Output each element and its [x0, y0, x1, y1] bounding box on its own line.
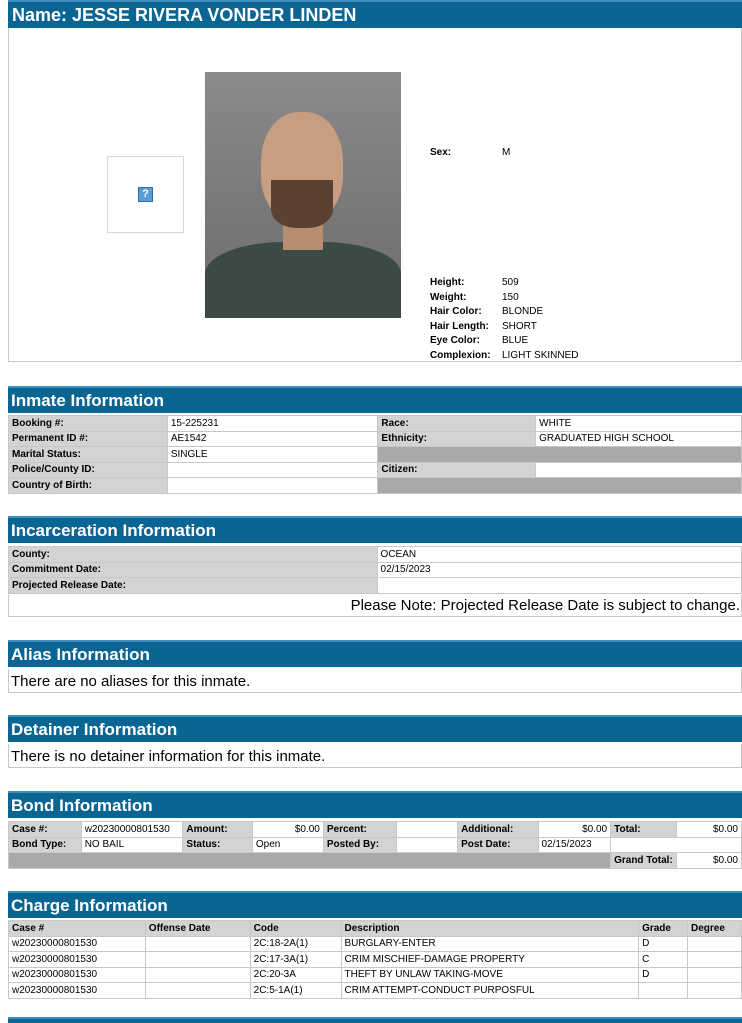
- total-label: Total:: [611, 822, 677, 838]
- booking-label: Booking #:: [9, 416, 168, 432]
- total-value: $0.00: [676, 822, 741, 838]
- charge-case: w20230000801530: [9, 983, 146, 999]
- marital-status-value: SINGLE: [167, 447, 378, 463]
- table-row: [9, 983, 742, 999]
- alias-info-header: Alias Information: [8, 640, 742, 667]
- post-date-label: Post Date:: [458, 837, 538, 853]
- bond-case-value: w20230000801530: [81, 822, 183, 838]
- charge-grade: [639, 983, 688, 999]
- alias-message: There are no aliases for this inmate.: [11, 673, 251, 690]
- table-row: [9, 822, 742, 838]
- sex-label: Sex:: [430, 147, 452, 158]
- table-header-row: [9, 921, 742, 937]
- filler-cell: [378, 478, 742, 494]
- physical-details: [430, 276, 579, 363]
- weight-label: Weight:: [430, 291, 467, 303]
- incarceration-info-header: Incarceration Information: [8, 516, 742, 543]
- projected-release-label: Projected Release Date:: [9, 578, 378, 594]
- charge-code: 2C:5-1A(1): [250, 983, 341, 999]
- charge-offense-date: [145, 952, 250, 968]
- table-row: [9, 431, 742, 447]
- marital-status-label: Marital Status:: [9, 447, 168, 463]
- mugshot-beard: [271, 180, 333, 228]
- table-row: [9, 853, 742, 869]
- charge-grade: D: [639, 936, 688, 952]
- charge-description: CRIM MISCHIEF-DAMAGE PROPERTY: [341, 952, 639, 968]
- posted-by-label: Posted By:: [323, 837, 397, 853]
- mugshot-photo: [205, 72, 401, 318]
- permanent-id-value: AE1542: [167, 431, 378, 447]
- inmate-info-header: Inmate Information: [8, 386, 742, 413]
- eye-color-label: Eye Color:: [430, 335, 481, 346]
- commitment-date-value: 02/15/2023: [377, 562, 741, 578]
- table-row: [9, 478, 742, 494]
- bond-case-label: Case #:: [9, 822, 82, 838]
- release-note: Please Note: Projected Release Date is subject to change.: [350, 597, 740, 614]
- column-header: Code: [250, 921, 341, 937]
- height-value: 509: [502, 277, 519, 288]
- bond-type-label: Bond Type:: [9, 837, 82, 853]
- bond-type-value: NO BAIL: [81, 837, 183, 853]
- charge-case: w20230000801530: [9, 952, 146, 968]
- police-county-id-value: [167, 462, 378, 478]
- charge-info-table: [8, 920, 742, 999]
- status-label: Status:: [183, 837, 252, 853]
- hair-length-value: SHORT: [502, 320, 537, 332]
- column-header: Offense Date: [145, 921, 250, 937]
- filler-cell: [611, 837, 742, 853]
- column-header: Grade: [639, 921, 688, 937]
- bond-info-header: Bond Information: [8, 791, 742, 818]
- country-of-birth-value: [167, 478, 378, 494]
- next-section-header: [8, 1017, 742, 1023]
- grand-total-value: $0.00: [676, 853, 741, 869]
- charge-degree: [688, 967, 742, 983]
- charge-description: CRIM ATTEMPT-CONDUCT PURPOSFUL: [341, 983, 639, 999]
- inmate-info-table: [8, 415, 742, 494]
- filler-cell: [378, 447, 742, 463]
- inmate-name-header: Name: JESSE RIVERA VONDER LINDEN: [8, 0, 742, 28]
- charge-degree: [688, 936, 742, 952]
- charge-offense-date: [145, 983, 250, 999]
- booking-value: 15-225231: [167, 416, 378, 432]
- county-value: OCEAN: [377, 547, 741, 563]
- sex-field: [430, 146, 510, 161]
- sex-value: M: [502, 147, 511, 158]
- eye-color-value: BLUE: [502, 335, 529, 346]
- amount-label: Amount:: [183, 822, 252, 838]
- charge-code: 2C:20-3A: [250, 967, 341, 983]
- height-label: Height:: [430, 277, 465, 288]
- projected-release-value: [377, 578, 741, 594]
- mugshot-shirt: [205, 242, 401, 318]
- commitment-date-label: Commitment Date:: [9, 562, 378, 578]
- bond-info-table: [8, 821, 742, 869]
- table-row: [9, 547, 742, 563]
- detainer-info-header: Detainer Information: [8, 715, 742, 742]
- percent-label: Percent:: [323, 822, 397, 838]
- table-row: [9, 578, 742, 594]
- permanent-id-label: Permanent ID #:: [9, 431, 168, 447]
- column-header: Description: [341, 921, 639, 937]
- table-row: [9, 462, 742, 478]
- status-value: Open: [252, 837, 323, 853]
- weight-value: 150: [502, 291, 519, 303]
- incarceration-info-table: [8, 546, 742, 594]
- column-header: Degree: [688, 921, 742, 937]
- photo-placeholder: [107, 156, 184, 233]
- table-row: [9, 416, 742, 432]
- country-of-birth-label: Country of Birth:: [9, 478, 168, 494]
- amount-value: $0.00: [252, 822, 323, 838]
- table-row: [9, 967, 742, 983]
- hair-color-value: BLONDE: [502, 306, 544, 317]
- post-date-value: 02/15/2023: [538, 837, 611, 853]
- charge-code: 2C:18-2A(1): [250, 936, 341, 952]
- percent-value: [397, 822, 458, 838]
- table-row: [9, 447, 742, 463]
- ethnicity-value: GRADUATED HIGH SCHOOL: [536, 431, 742, 447]
- county-label: County:: [9, 547, 378, 563]
- table-row: [9, 837, 742, 853]
- charge-offense-date: [145, 967, 250, 983]
- charge-info-header: Charge Information: [8, 891, 742, 918]
- charge-case: w20230000801530: [9, 967, 146, 983]
- posted-by-value: [397, 837, 458, 853]
- citizen-label: Citizen:: [378, 462, 536, 478]
- complexion-label: Complexion:: [430, 349, 491, 361]
- table-row: [9, 952, 742, 968]
- additional-label: Additional:: [458, 822, 538, 838]
- table-row: [9, 936, 742, 952]
- charge-case: w20230000801530: [9, 936, 146, 952]
- charge-description: BURGLARY-ENTER: [341, 936, 639, 952]
- charge-description: THEFT BY UNLAW TAKING-MOVE: [341, 967, 639, 983]
- charge-code: 2C:17-3A(1): [250, 952, 341, 968]
- charge-grade: D: [639, 967, 688, 983]
- detainer-message: There is no detainer information for this inmate.: [11, 748, 326, 765]
- charge-degree: [688, 952, 742, 968]
- charge-degree: [688, 983, 742, 999]
- additional-value: $0.00: [538, 822, 611, 838]
- hair-length-label: Hair Length:: [430, 320, 489, 332]
- race-label: Race:: [378, 416, 536, 432]
- complexion-value: LIGHT SKINNED: [502, 349, 579, 361]
- grand-total-label: Grand Total:: [611, 853, 677, 869]
- broken-image-icon: ?: [138, 187, 153, 202]
- charge-grade: C: [639, 952, 688, 968]
- ethnicity-label: Ethnicity:: [378, 431, 536, 447]
- race-value: WHITE: [536, 416, 742, 432]
- hair-color-label: Hair Color:: [430, 306, 482, 317]
- citizen-value: [536, 462, 742, 478]
- charge-offense-date: [145, 936, 250, 952]
- police-county-id-label: Police/County ID:: [9, 462, 168, 478]
- table-row: [9, 562, 742, 578]
- column-header: Case #: [9, 921, 146, 937]
- filler-cell: [9, 853, 611, 869]
